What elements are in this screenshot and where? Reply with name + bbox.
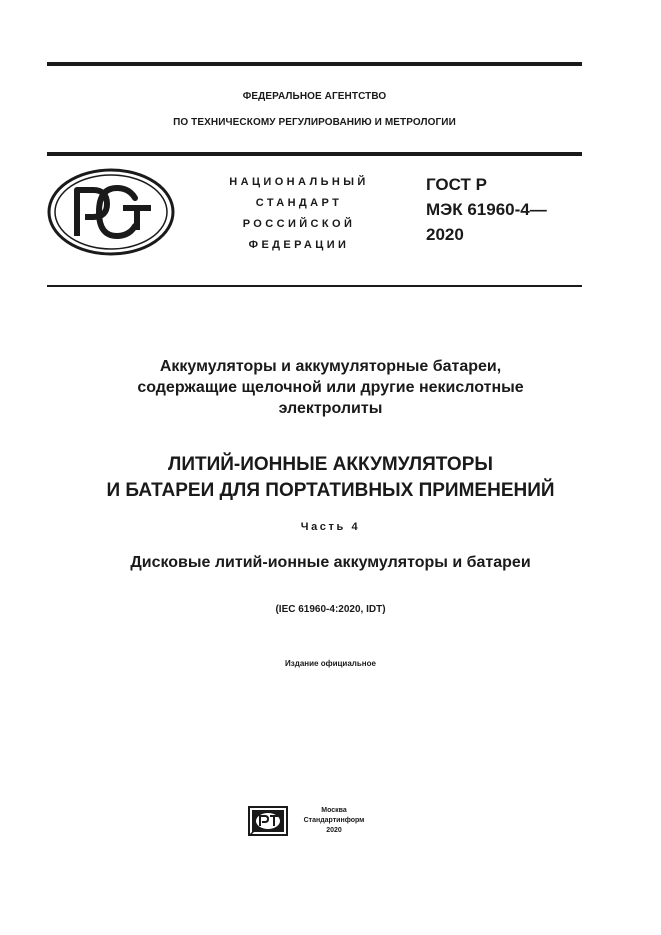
standard-designation [426,172,547,247]
publisher-imprint [292,806,376,836]
publisher-city: Москва [321,807,347,814]
edition-label: Издание официальное [285,659,376,668]
national-standard-line4: ФЕДЕРАЦИИ [248,239,350,251]
middle-rule [47,152,582,156]
agency-name-line2: ПО ТЕХНИЧЕСКОМУ РЕГУЛИРОВАНИЮ И МЕТРОЛОГИИ [173,117,456,128]
main-title-line1: ЛИТИЙ-ИОННЫЕ АККУМУЛЯТОРЫ [168,454,493,475]
general-title [47,356,614,419]
national-standard-line1: НАЦИОНАЛЬНЫЙ [229,176,369,188]
general-title-line3: электролиты [278,400,383,417]
designation-line2: МЭК 61960-4— [426,200,547,219]
top-rule [47,62,582,66]
designation-line1: ГОСТ Р [426,175,487,194]
international-reference: (IEC 61960-4:2020, IDT) [275,604,386,615]
rst-certification-logo [47,168,175,256]
agency-name-line1: ФЕДЕРАЛЬНОЕ АГЕНТСТВО [242,91,387,102]
main-title [47,452,614,504]
national-standard-line2: СТАНДАРТ [255,197,343,209]
general-title-line1: Аккумуляторы и аккумуляторные батареи, [159,358,502,375]
designation-line3: 2020 [426,225,464,244]
publisher-name: Стандартинформ [303,817,365,824]
national-standard-label [196,172,402,256]
publisher-year: 2020 [326,827,342,834]
part-number: Часть 4 [300,521,361,533]
bottom-rule [47,285,582,287]
general-title-line2: содержащие щелочной или другие некислотные [137,379,524,396]
part-title: Дисковые литий-ионные аккумуляторы и батареи [130,554,531,571]
main-title-line2: И БАТАРЕИ ДЛЯ ПОРТАТИВНЫХ ПРИМЕНЕНИЙ [106,480,555,501]
standartinform-logo [248,806,288,836]
national-standard-line3: РОССИЙСКОЙ [242,218,356,230]
